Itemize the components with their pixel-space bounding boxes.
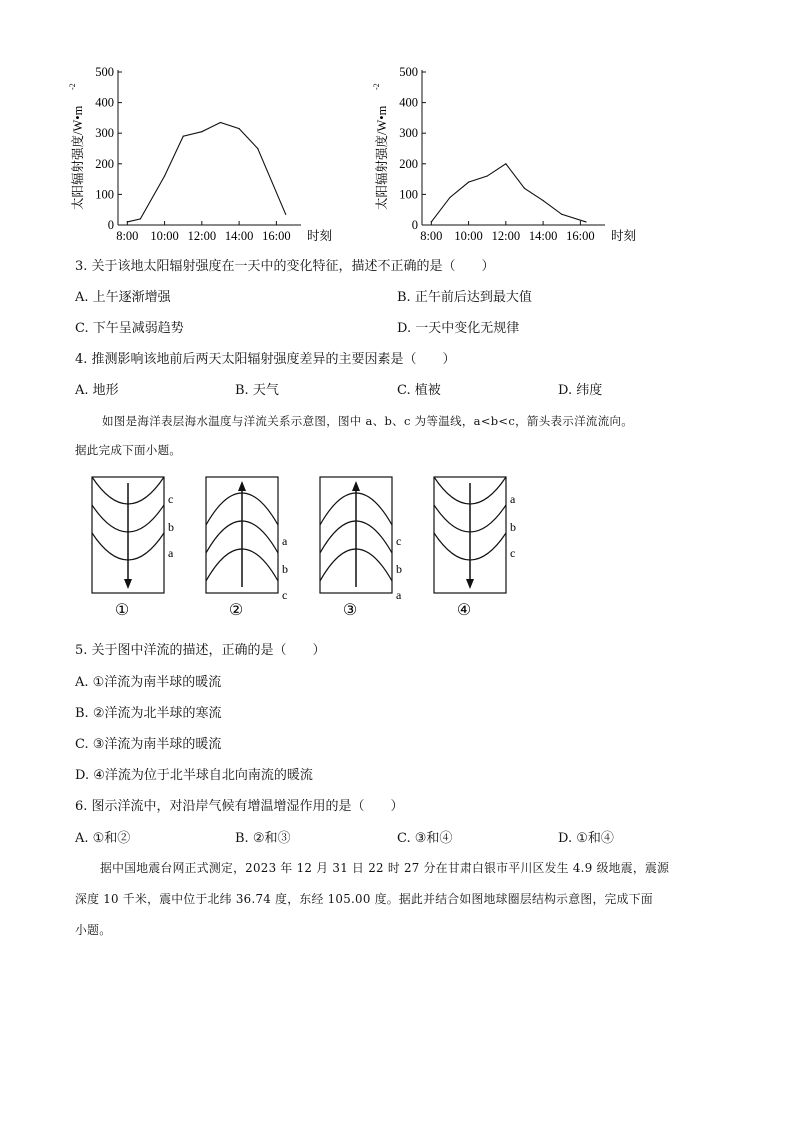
intro-paragraph-currents-line1: 如图是海洋表层海水温度与洋流关系示意图，图中 a、b、c 为等温线，a<b<c，箭头表示洋流流向。 [102, 414, 634, 428]
series-line [127, 122, 285, 221]
x-tick-label: 14:00 [528, 229, 558, 243]
isotherm-label: a [510, 492, 516, 506]
diagram-number: ④ [456, 602, 472, 619]
diagram-number: ① [114, 602, 130, 619]
y-tick-label: 200 [95, 156, 114, 171]
data-point [561, 214, 562, 215]
q5-option-b[interactable]: B. ②洋流为北半球的寒流 [75, 706, 222, 721]
data-point [487, 175, 488, 176]
data-point [524, 188, 525, 189]
isotherm-label: b [396, 562, 402, 576]
x-tick-label: 10:00 [454, 229, 483, 243]
x-tick-label: 8:00 [420, 229, 443, 243]
isotherm-label: c [396, 534, 402, 548]
question-3-stem: 3. 关于该地太阳辐射强度在一天中的变化特征，描述不正确的是（ ） [75, 259, 495, 274]
data-point [220, 122, 221, 123]
q3-option-a[interactable]: A. 上午逐渐增强 [75, 290, 171, 305]
current-diagram-2 [206, 477, 288, 619]
diagram-number: ③ [342, 602, 358, 619]
y-tick-label: 400 [399, 95, 418, 110]
y-tick-label: 400 [95, 95, 114, 110]
x-tick-label: 16:00 [566, 229, 595, 243]
q4-option-b[interactable]: B. 天气 [235, 383, 279, 398]
q5-option-a[interactable]: A. ①洋流为南半球的暖流 [75, 675, 222, 690]
arrow-head-down-icon [466, 579, 474, 589]
y-tick-label: 500 [399, 65, 418, 79]
x-tick-label: 12:00 [491, 229, 521, 243]
data-point [183, 136, 184, 137]
chart-ylabel: 太阳辐射强度/W•m [71, 105, 85, 210]
y-tick-label: 300 [399, 126, 418, 141]
ocean-current-diagrams [0, 465, 794, 625]
data-point [239, 128, 240, 129]
arrow-head-up-icon [352, 481, 360, 491]
data-point [449, 197, 450, 198]
y-tick-label: 200 [399, 156, 418, 171]
isotherm-label: a [396, 588, 402, 602]
data-point [431, 221, 432, 222]
diagram-number: ② [228, 602, 244, 619]
current-diagram-1 [92, 477, 174, 619]
data-point [201, 131, 202, 132]
q4-option-c[interactable]: C. 植被 [397, 383, 441, 398]
q4-option-d[interactable]: D. 纬度 [558, 383, 603, 398]
data-point [164, 175, 165, 176]
data-point [257, 148, 258, 149]
x-axis-label: 时刻 [307, 229, 333, 243]
q6-option-b[interactable]: B. ②和③ [235, 831, 291, 846]
data-point [140, 218, 141, 219]
current-diagram-4 [434, 477, 516, 619]
isotherm-label: b [168, 520, 174, 534]
isotherm-label: b [282, 562, 288, 576]
isotherm-label: a [282, 534, 288, 548]
chart-ylabel-sup: -2 [68, 83, 77, 90]
series-line [431, 164, 586, 222]
radiation-chart-day2 [300, 0, 697, 250]
x-axis-label: 时刻 [611, 229, 637, 243]
data-point [543, 200, 544, 201]
y-tick-label: 0 [411, 218, 418, 232]
isotherm-label: a [168, 546, 174, 560]
chart-ylabel: 太阳辐射强度/W•m [375, 105, 389, 210]
q3-option-d[interactable]: D. 一天中变化无规律 [397, 321, 520, 336]
chart-ylabel-sup: -2 [372, 83, 381, 90]
q6-option-c[interactable]: C. ③和④ [397, 831, 453, 846]
x-tick-label: 8:00 [116, 229, 139, 243]
isotherm-label: c [510, 546, 516, 560]
arrow-head-down-icon [124, 579, 132, 589]
q5-option-d[interactable]: D. ④洋流为位于北半球自北向南流的暖流 [75, 768, 313, 783]
question-6-stem: 6. 图示洋流中，对沿岸气候有增温增湿作用的是（ ） [75, 799, 404, 814]
intro-paragraph-currents-line2: 据此完成下面小题。 [75, 443, 182, 457]
y-tick-label: 500 [95, 65, 114, 79]
q4-option-a[interactable]: A. 地形 [75, 383, 119, 398]
data-point [505, 163, 506, 164]
intro-paragraph-earthquake-line3: 小题。 [75, 923, 112, 937]
isotherm-label: c [282, 588, 288, 602]
q6-option-d[interactable]: D. ①和④ [558, 831, 614, 846]
q5-option-c[interactable]: C. ③洋流为南半球的暖流 [75, 737, 222, 752]
y-tick-label: 300 [95, 126, 114, 141]
question-5-stem: 5. 关于图中洋流的描述，正确的是（ ） [75, 643, 326, 658]
y-tick-label: 0 [107, 218, 114, 232]
data-point [127, 221, 128, 222]
isotherm-label: c [168, 492, 174, 506]
x-tick-label: 10:00 [150, 229, 179, 243]
q6-option-a[interactable]: A. ①和② [75, 831, 131, 846]
q3-option-c[interactable]: C. 下午呈减弱趋势 [75, 321, 184, 336]
chart-right-wrapper [300, 0, 697, 250]
data-point [468, 182, 469, 183]
isotherm-label: b [510, 520, 516, 534]
intro-paragraph-earthquake-line2: 深度 10 千米，震中位于北纬 36.74 度，东经 105.00 度。据此并结合如图地球圈层结构示意图，完成下面 [75, 892, 653, 906]
current-diagram-3 [320, 477, 402, 619]
x-tick-label: 12:00 [187, 229, 217, 243]
intro-paragraph-earthquake-line1: 据中国地震台网正式测定，2023 年 12 月 31 日 22 时 27 分在甘肃白银市平川区发生 4.9 级地震，震源 [100, 861, 670, 875]
y-tick-label: 100 [399, 187, 418, 202]
data-point [585, 221, 586, 222]
x-tick-label: 14:00 [224, 229, 254, 243]
arrow-head-up-icon [238, 481, 246, 491]
question-4-stem: 4. 推测影响该地前后两天太阳辐射强度差异的主要因素是（ ） [75, 352, 456, 367]
q3-option-b[interactable]: B. 正午前后达到最大值 [397, 290, 532, 305]
x-tick-label: 16:00 [262, 229, 291, 243]
y-tick-label: 100 [95, 187, 114, 202]
data-point [285, 214, 286, 215]
